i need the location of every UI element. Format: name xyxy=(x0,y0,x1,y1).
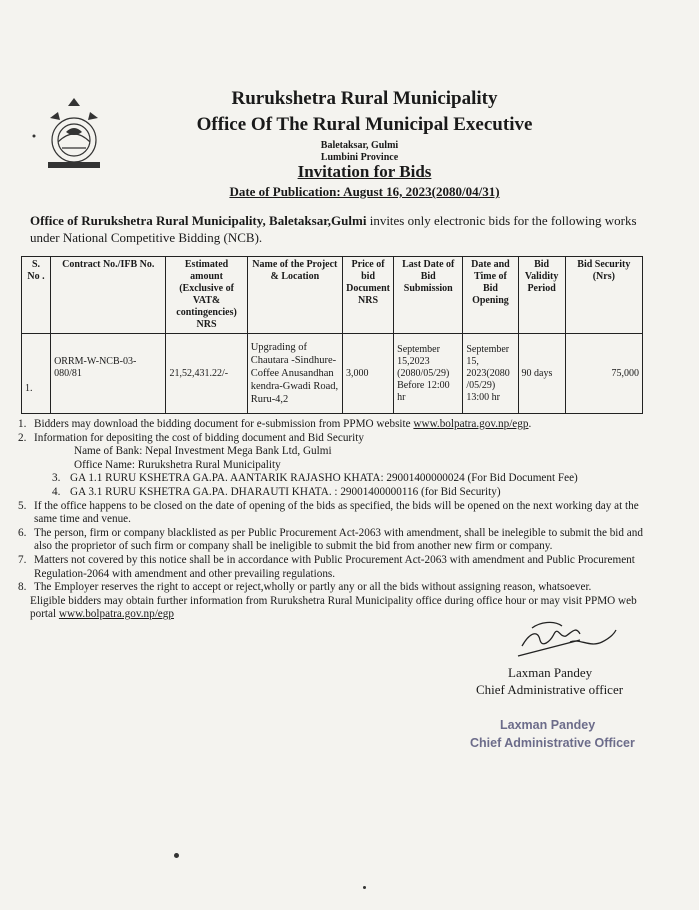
note-number: 7. xyxy=(18,553,27,566)
office-name: Office Name: Rurukshetra Rural Municipality xyxy=(74,458,281,471)
handwritten-signature xyxy=(510,612,620,664)
col-header-project: Name of the Project & Location xyxy=(247,257,342,334)
col-header-security: Bid Security (Nrs) xyxy=(565,257,642,334)
note-number: 4. xyxy=(52,485,61,498)
list-item xyxy=(18,554,658,581)
cell-opening: September 15, 2023(2080 /05/29) 13:00 hr xyxy=(463,334,518,414)
signatory-name: Laxman Pandey xyxy=(508,665,593,680)
notes-list xyxy=(18,418,658,622)
cell-sno: 1. xyxy=(22,334,51,414)
list-item xyxy=(18,472,658,486)
list-item xyxy=(18,527,658,554)
notice-heading: Invitation for Bids xyxy=(297,162,432,181)
table-row xyxy=(22,334,643,414)
note-text: The Employer reserves the right to accept or reject,wholly or partly any or all the bids without assigning reason, whatsoever. xyxy=(34,581,592,594)
list-item xyxy=(18,500,658,527)
further-info-text: Eligible bidders may obtain further information from Rurukshetra Rural Municipality office during office hour or may visit PPMO web portal xyxy=(30,594,637,621)
note-text: Bidders may download the bidding document for e-submission from PPMO website xyxy=(34,418,414,430)
note-number: 3. xyxy=(52,472,61,485)
list-item xyxy=(18,418,658,432)
list-item xyxy=(18,432,658,446)
address-line-1: Baletaksar, Gulmi xyxy=(320,140,399,151)
ppmo-link[interactable]: www.bolpatra.gov.np/egp xyxy=(413,418,529,430)
note-text: The person, firm or company blacklisted as per Public Procurement Act-2063 with amendment, shall be inelegible to submit the bid and also the proprietor of such firm or company shall be ineligible to submit the bid from another new firm or company. xyxy=(34,526,643,553)
signatory-designation: Chief Administrative officer xyxy=(476,682,624,697)
cell-project: Upgrading of Chautara -Sindhure-Coffee Anusandhan kendra-Gwadi Road, Ruru-4,2 xyxy=(247,334,342,414)
paper-speck xyxy=(363,886,366,889)
list-item xyxy=(18,581,658,595)
note-text: If the office happens to be closed on the date of opening of the bids as specified, the bids will be opened on the next working day at the same time and venue. xyxy=(34,499,639,526)
cell-contract: ORRM-W-NCB-03-080/81 xyxy=(51,334,166,414)
col-header-last-date: Last Date of Bid Submission xyxy=(394,257,463,334)
note-number: 1. xyxy=(18,418,27,430)
note-number: 5. xyxy=(18,499,27,512)
list-item xyxy=(18,486,658,500)
note-text: GA 3.1 RURU KSHETRA GA.PA. DHARAUTI KHATA. : 29001400000116 (for Bid Security) xyxy=(70,485,501,498)
cell-price: 3,000 xyxy=(342,334,393,414)
table-header-row xyxy=(22,257,643,334)
cell-security: 75,000 xyxy=(565,334,642,414)
cell-last-date: September 15,2023 (2080/05/29) Before 12:00 hr xyxy=(394,334,463,414)
address-line-2: Lumbini Province xyxy=(320,152,399,163)
bids-table xyxy=(21,256,643,414)
note-number: 2. xyxy=(18,431,27,444)
office-title: Office Of The Rural Municipal Executive xyxy=(196,114,533,135)
note-number: 6. xyxy=(18,526,27,539)
cell-amount: 21,52,431.22/- xyxy=(166,334,247,414)
col-header-opening: Date and Time of Bid Opening xyxy=(463,257,518,334)
intro-rest: invites only electronic bids for the following works under National Competitive Bidding (NCB). xyxy=(30,213,637,245)
col-header-sno: S. No . xyxy=(22,257,51,334)
note-end: . xyxy=(528,418,532,430)
intro-bold: Office of Rurukshetra Rural Municipality, Baletaksar,Gulmi xyxy=(30,213,367,228)
col-header-contract: Contract No./IFB No. xyxy=(51,257,166,334)
bank-name: Name of Bank: Nepal Investment Mega Bank Ltd, Gulmi xyxy=(74,445,332,458)
cell-validity: 90 days xyxy=(518,334,565,414)
note-number: 8. xyxy=(18,581,27,594)
intro-paragraph xyxy=(30,212,650,246)
publication-date: Date of Publication: August 16, 2023(2080/04/31) xyxy=(229,184,500,199)
municipality-title: Rurukshetra Rural Municipality xyxy=(231,88,498,109)
note-text: Information for depositing the cost of bidding document and Bid Security xyxy=(34,431,364,444)
note-text: GA 1.1 RURU KSHETRA GA.PA. AANTARIK RAJASHO KHATA: 29001400000024 (For Bid Document Fee) xyxy=(70,472,578,485)
note-text: Matters not covered by this notice shall be in accordance with Public Procurement Act-2063 with amendment and Public Procurement Regulation-2064 with amendment and other prevailing regulations. xyxy=(34,553,635,580)
col-header-amount: Estimated amount (Exclusive of VAT& contingencies) NRS xyxy=(166,257,247,334)
ppmo-portal-link[interactable]: www.bolpatra.gov.np/egp xyxy=(58,608,174,621)
paper-speck xyxy=(174,853,179,858)
stamp-name: Laxman Pandey xyxy=(500,718,596,732)
col-header-validity: Bid Validity Period xyxy=(518,257,565,334)
stamp-designation: Chief Administrative Officer xyxy=(470,736,635,750)
col-header-price: Price of bid Document NRS xyxy=(342,257,393,334)
